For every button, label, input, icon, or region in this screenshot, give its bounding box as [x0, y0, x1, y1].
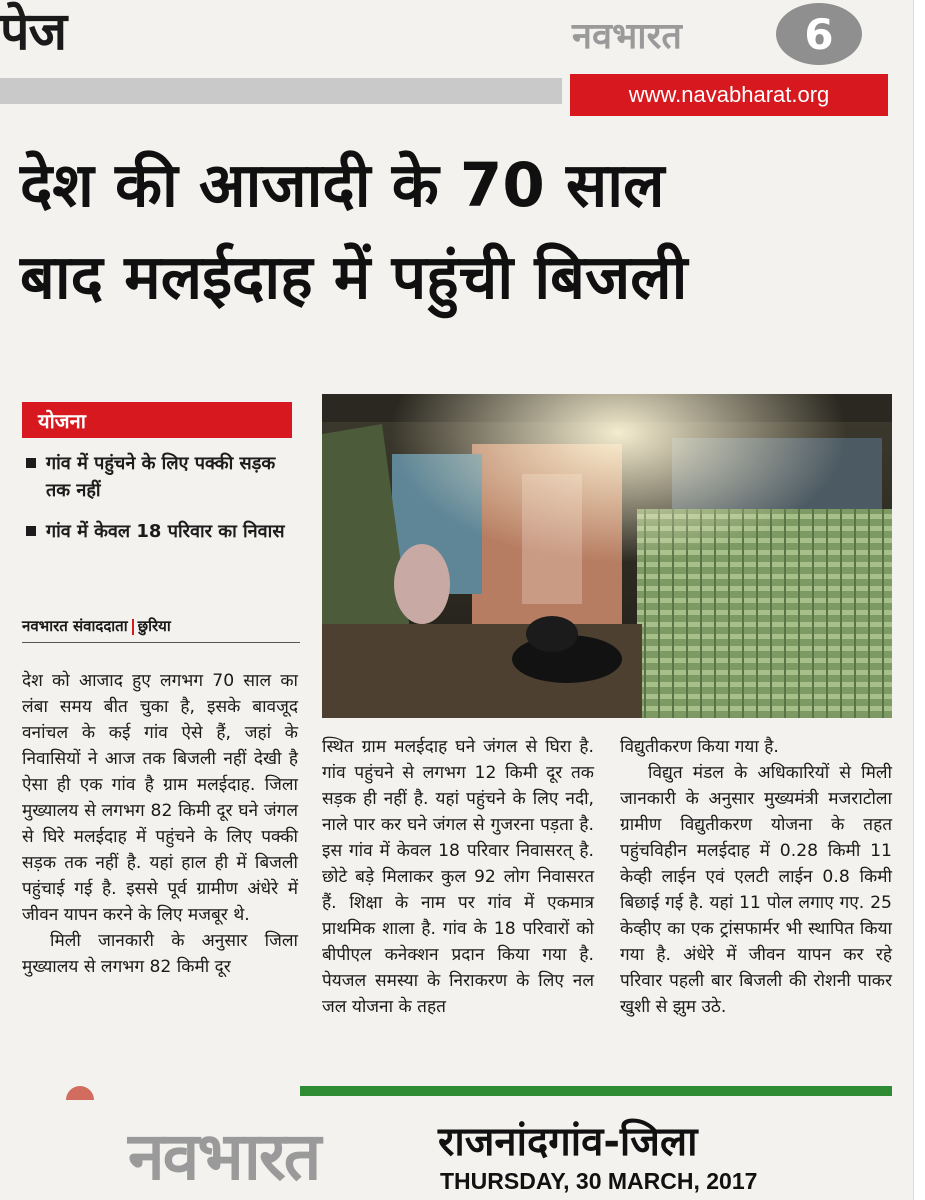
footer-edition: राजनांदगांव-जिला — [438, 1119, 698, 1165]
section-title: पेज — [0, 2, 67, 62]
footer-ornament — [66, 1086, 94, 1100]
headline-line-2: बाद मलईदाह में पहुंची बिजली — [20, 242, 688, 313]
highlight-text: गांव में केवल 18 परिवार का निवास — [46, 521, 285, 542]
highlight-item — [22, 450, 294, 504]
bullet-icon — [26, 458, 36, 468]
header-band — [0, 78, 562, 104]
footer-logo: नवभारत — [128, 1117, 320, 1195]
highlights-list — [22, 450, 294, 559]
headline-line-1: देश की आजादी के 70 साल — [20, 150, 665, 221]
page-number-badge: 6 — [776, 3, 862, 65]
paragraph: स्थित ग्राम मलईदाह घने जंगल से घिरा है. गांव पहुंचने से लगभग 12 किमी दूर तक सड़क ही नहीं है. यहां पहुंचने के लिए नदी, नाले पार कर घने जंगल से गुजरना पड़ता है. इस गांव में केवल 18 परिवार निवासरत् है. छोटे बड़े मिलाकर कुल 92 लोग निवासरत हैं. शिक्षा के नाम पर गांव में एकमात्र प्राथमिक शाला है. गांव के 18 परिवारों को बीपीएल कनेक्शन प्रदान किया गया है. पेयजल समस्या के निराकरण के लिए नल जल योजना के तहत — [322, 737, 594, 1017]
highlight-text: गांव में पहुंचने के लिए पक्की सड़क तक नहीं — [46, 453, 276, 501]
byline-divider — [22, 642, 300, 643]
article-column-2 — [322, 734, 594, 1020]
byline-reporter: नवभारत संवाददाता — [22, 617, 128, 635]
paragraph: विद्युतीकरण किया गया है. — [620, 737, 779, 757]
footer-date: THURSDAY, 30 MARCH, 2017 — [440, 1168, 758, 1194]
byline-place: छुरिया — [137, 617, 171, 635]
byline — [22, 616, 171, 636]
website-link[interactable]: www.navabharat.org — [570, 74, 888, 116]
article-column-3 — [620, 734, 892, 1020]
footer-strip — [300, 1086, 892, 1096]
highlight-item — [22, 518, 294, 545]
byline-separator — [132, 619, 134, 635]
paragraph: देश को आजाद हुए लगभग 70 साल का लंबा समय बीत चुका है, इसके बावजूद वनांचल के कई गांव ऐसे हैं, जहां के निवासियों ने आज तक बिजली नहीं देखी है ऐसा ही एक गांव है ग्राम मलईदाह. जिला मुख्यालय से लगभग 82 किमी दूर घने जंगल से घिरे मलईदाह में पहुंचने के लिए पक्की सड़क तक नहीं है. यहां हाल ही में बिजली पहुंचाई गई है. इससे पूर्व ग्रामीण अंधेरे में जीवन यापन करने के लिए मजबूर थे. — [22, 671, 298, 925]
bullet-icon — [26, 526, 36, 536]
headline — [20, 140, 900, 324]
article-photo — [322, 394, 892, 718]
article-column-1 — [22, 668, 298, 980]
sidebar-label: योजना — [22, 402, 292, 438]
page-margin — [913, 0, 925, 1200]
masthead-logo: नवभारत — [572, 15, 682, 57]
paragraph: विद्युत मंडल के अधिकारियों से मिली जानकारी के अनुसार मुख्यमंत्री मजराटोला ग्रामीण विद्युतीकरण योजना के तहत पहुंचविहीन मलईदाह में 0.28 किमी 11 केव्ही लाईन एवं एलटी लाईन 0.8 किमी बिछाई गई है. यहां 11 पोल लगाए गए. 25 केव्हीए का एक ट्रांसफार्मर भी स्थापित किया गया है. अंधेरे में जीवन यापन कर रहे परिवार पहली बार बिजली की रोशनी पाकर खुशी से झुम उठे. — [620, 763, 892, 1017]
paragraph: मिली जानकारी के अनुसार जिला मुख्यालय से लगभग 82 किमी दूर — [22, 931, 298, 977]
